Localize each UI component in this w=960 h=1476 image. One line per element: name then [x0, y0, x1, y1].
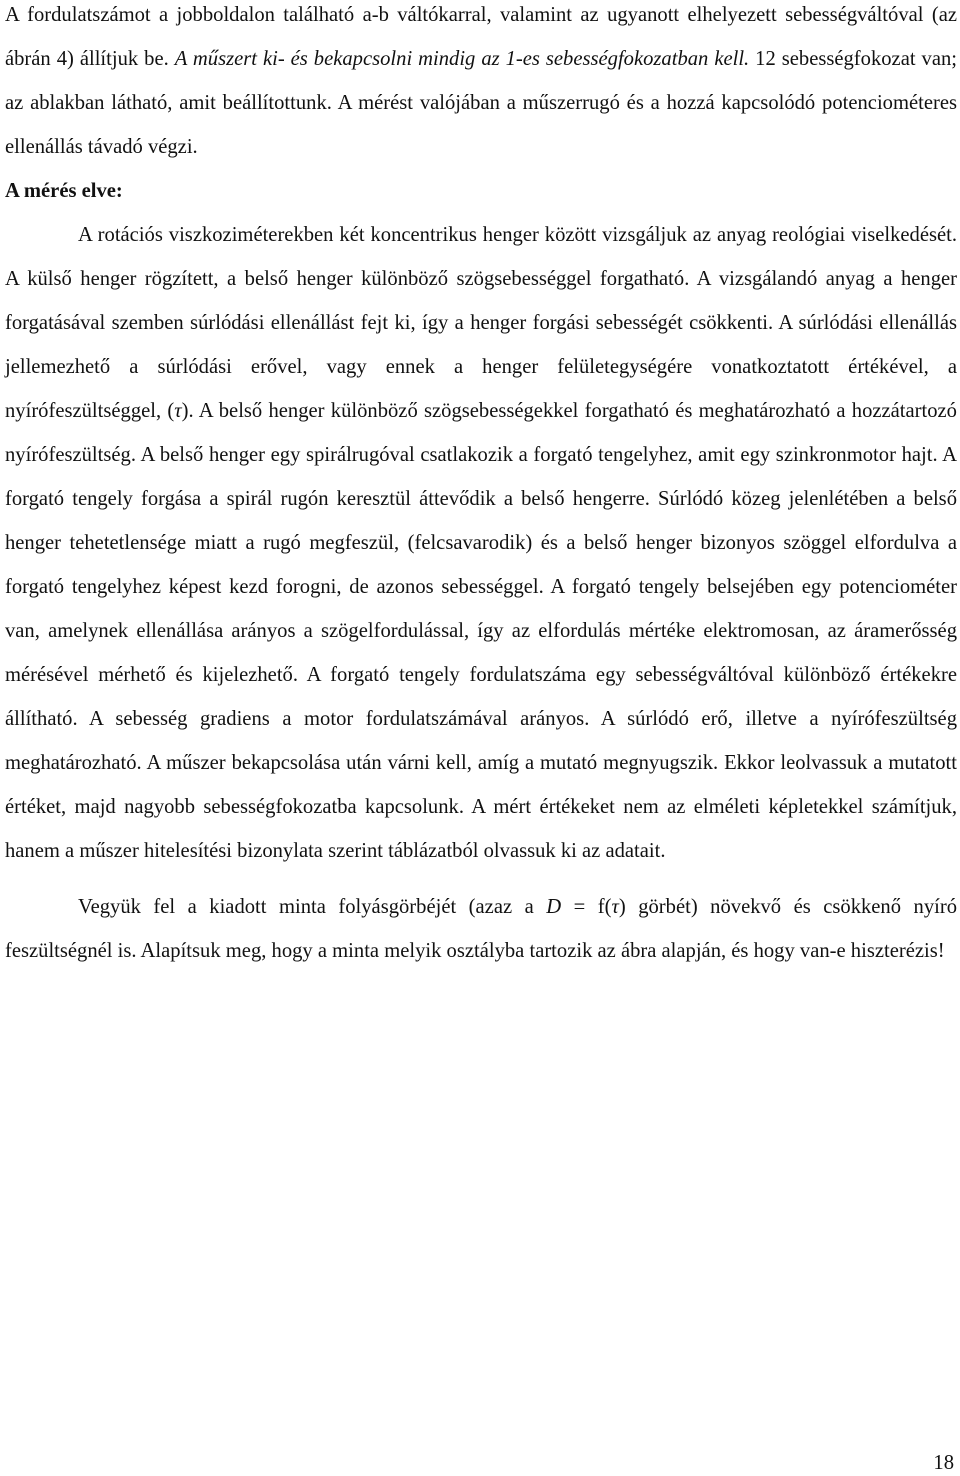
task-text-part2: görbét) növekvő és csökkenő nyíró feszültségnél is. Alapítsuk meg, hogy a minta melyik osztályba tartozik az ábra alapján, és hogy van-e hiszterézis!: [5, 896, 958, 962]
principle-text-part1: A rotációs viszkoziméterekben két koncentrikus henger között vizsgáljuk az anyag reológiai viselkedését. A külső henger rögzített, a belső henger különböző szögsebességgel forgatható. A vizsgálandó anyag a henger forgatásával szemben súrlódási ellenállást fejt ki, így a henger forgási sebességét csökkenti. A súrlódási ellenállás jellemezhető a súrlódási erővel, vagy ennek a henger felületegységére vonatkoztatott értékével, a nyírófeszültséggel, (: [5, 224, 957, 422]
formula-equals: = f(: [561, 896, 612, 918]
formula-close: ): [618, 896, 626, 918]
principle-paragraph: [5, 213, 957, 873]
tau-symbol: τ: [174, 400, 182, 422]
formula-tau: τ: [611, 896, 619, 918]
page-number: 18: [933, 1452, 954, 1474]
task-text-part1: Vegyük fel a kiadott minta folyásgörbéjét (azaz a: [78, 896, 547, 918]
section-heading: A mérés elve:: [5, 180, 123, 202]
intro-text-part2: 12 sebességfokozat van; az ablakban látható, amit beállítottunk. A mérést valójában a műszerrugó és a hozzá kapcsolódó potenciométeres ellenállás távadó végzi.: [5, 48, 957, 158]
intro-italic-note: A műszert ki- és bekapcsolni mindig az 1-es sebességfokozatban kell.: [174, 48, 750, 70]
intro-text-part1: A fordulatszámot a jobboldalon található a-b váltókarral, valamint az ugyanott elhelyezett sebességváltóval (az ábrán 4) állítjuk be.: [5, 4, 957, 70]
principle-text-part2: ). A belső henger különböző szögsebességekkel forgatható és meghatározható a hozzátartozó nyírófeszültség. A belső henger egy spirálrugóval csatlakozik a forgató tengelyhez, amit egy szinkronmotor hajt. A forgató tengely forgása a spirál rugón keresztül áttevődik a belső hengerre. Súrlódó közeg jelenlétében a belső henger tehetetlensége miatt a rugó megfeszül, (felcsavarodik) és a belső henger bizonyos szöggel elfordulva a forgató tengelyhez képest kezd forogni, de azonos sebességgel. A forgató tengely belsejében egy potenciométer van, amelynek ellenállása arányos a szögelfordulással, így az elfordulás mértéke elektromosan, az áramerősség mérésével mérhető és kijelezhető. A forgató tengely fordulatszáma egy sebességváltóval különböző értékekre állítható. A sebesség gradiens a motor fordulatszámával arányos. A súrlódó erő, illetve a nyírófeszültség meghatározható. A műszer bekapcsolása után várni kell, amíg a mutató megnyugszik. Ekkor leolvassuk a mutatott értéket, majd nagyobb sebességfokozatba kapcsolunk. A mért értékeket nem az elméleti képletekkel számítjuk, hanem a műszer hitelesítési bizonylata szerint táblázatból olvassuk ki az adatait.: [5, 400, 957, 862]
formula-d: D: [546, 896, 562, 918]
task-paragraph: [5, 885, 957, 973]
intro-paragraph: [5, 0, 957, 169]
document-page: [5, 0, 957, 973]
